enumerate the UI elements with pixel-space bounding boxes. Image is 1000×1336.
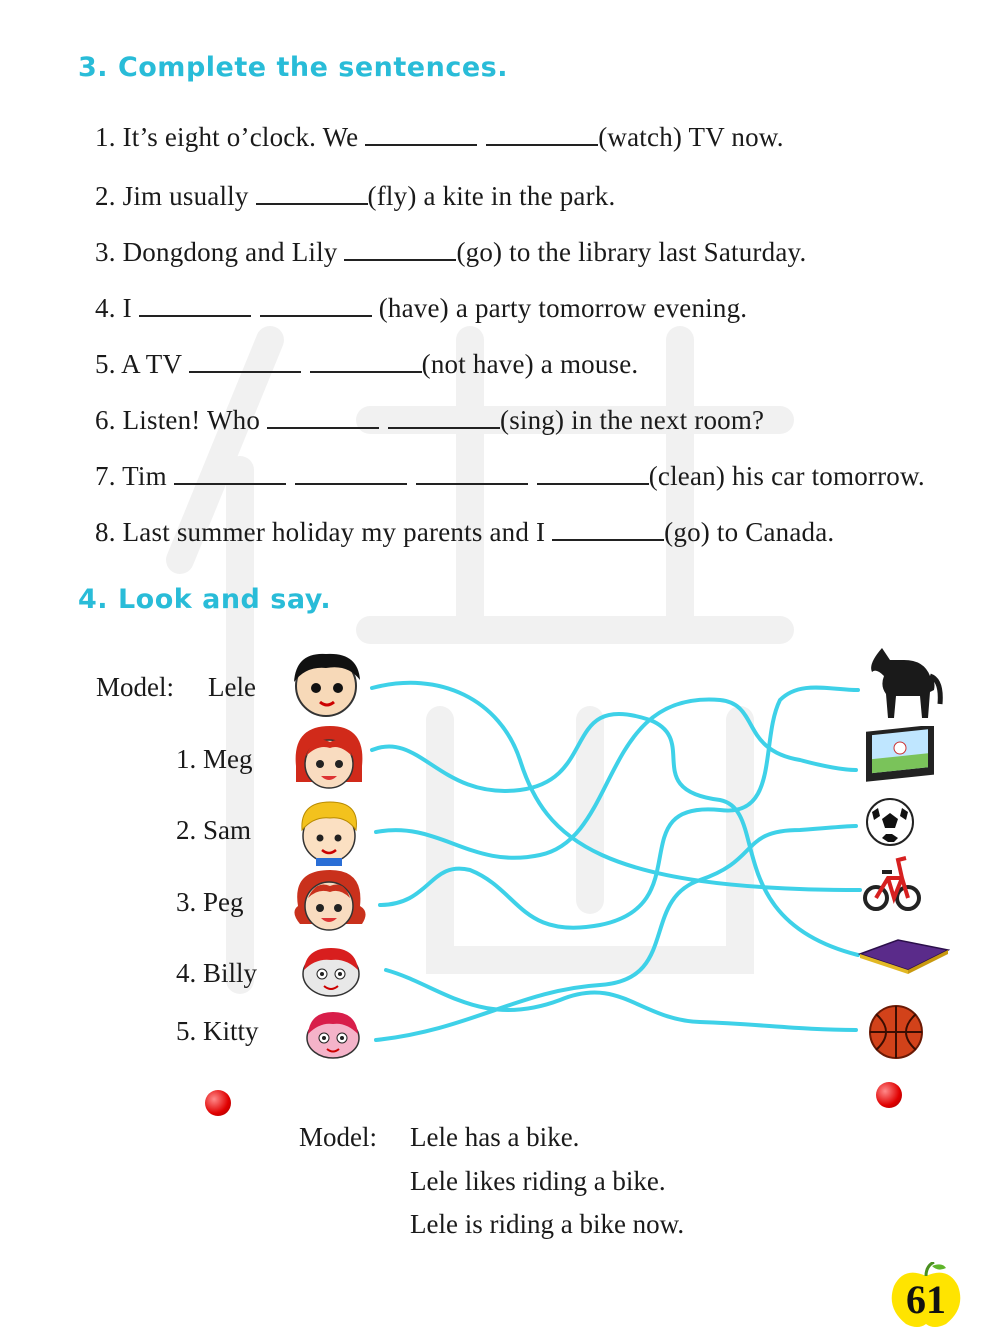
left-red-dot bbox=[205, 1090, 231, 1116]
bike-icon bbox=[862, 852, 924, 918]
sentence-text-after: (go) to the library last Saturday. bbox=[456, 237, 807, 267]
sentence-number: 2. bbox=[95, 181, 116, 211]
sentence-text-before: I bbox=[122, 293, 132, 323]
sentence-text-after: (clean) his car tomorrow. bbox=[648, 461, 925, 491]
sentence-text-after: (sing) in the next room? bbox=[500, 405, 765, 435]
basketball-icon bbox=[866, 1004, 926, 1060]
sentence-text-before: Jim usually bbox=[122, 181, 249, 211]
sentence-number: 1. bbox=[95, 122, 116, 152]
model-answer-line-2: Lele likes riding a bike. bbox=[410, 1166, 666, 1196]
match-line-kitty bbox=[376, 826, 856, 1040]
horse-icon bbox=[864, 646, 944, 726]
right-red-dot bbox=[876, 1082, 902, 1108]
person-name-meg: 1. Meg bbox=[176, 744, 253, 774]
page-number-badge bbox=[888, 1262, 964, 1330]
model-answer-label: Model: bbox=[299, 1122, 377, 1152]
sentence-number: 3. bbox=[95, 237, 116, 267]
tv-icon bbox=[864, 726, 936, 786]
match-line-peg bbox=[380, 688, 858, 928]
person-name-peg: 3. Peg bbox=[176, 887, 244, 917]
sentence-number: 8. bbox=[95, 517, 116, 547]
sentence-number: 4. bbox=[95, 293, 116, 323]
sentence-text-before: It’s eight o’clock. We bbox=[122, 122, 359, 152]
person-name-lele: Lele bbox=[208, 672, 256, 702]
sentence-text-before: Tim bbox=[122, 461, 167, 491]
sentence-number: 7. bbox=[95, 461, 116, 491]
sentence-text-before: Last summer holiday my parents and I bbox=[122, 517, 546, 547]
person-name-billy: 4. Billy bbox=[176, 958, 258, 988]
sentence-number: 5. bbox=[95, 349, 116, 379]
page-number: 61 bbox=[906, 1277, 946, 1322]
person-name-kitty: 5. Kitty bbox=[176, 1016, 259, 1046]
model-answer-line-1: Lele has a bike. bbox=[410, 1122, 580, 1152]
sentence-text-before: Dongdong and Lily bbox=[122, 237, 338, 267]
book-icon bbox=[858, 938, 950, 974]
sentence-text-before: Listen! Who bbox=[122, 405, 261, 435]
model-label: Model: bbox=[96, 672, 174, 702]
football-icon bbox=[864, 796, 916, 848]
section-3-title: 3. Complete the sentences. bbox=[78, 52, 508, 83]
person-name-sam: 2. Sam bbox=[176, 815, 252, 845]
match-line-sam bbox=[376, 700, 856, 858]
sentence-text-after: (not have) a mouse. bbox=[421, 349, 639, 379]
sentence-text-before: A TV bbox=[121, 349, 182, 379]
sentence-text-after: (fly) a kite in the park. bbox=[367, 181, 616, 211]
sentence-text-after: (go) to Canada. bbox=[664, 517, 835, 547]
section-4-title: 4. Look and say. bbox=[78, 584, 332, 615]
sentence-text-after: (have) a party tomorrow evening. bbox=[371, 293, 748, 323]
model-answer-line-3: Lele is riding a bike now. bbox=[410, 1209, 685, 1239]
sentence-text-after: (watch) TV now. bbox=[598, 122, 784, 152]
sentence-number: 6. bbox=[95, 405, 116, 435]
